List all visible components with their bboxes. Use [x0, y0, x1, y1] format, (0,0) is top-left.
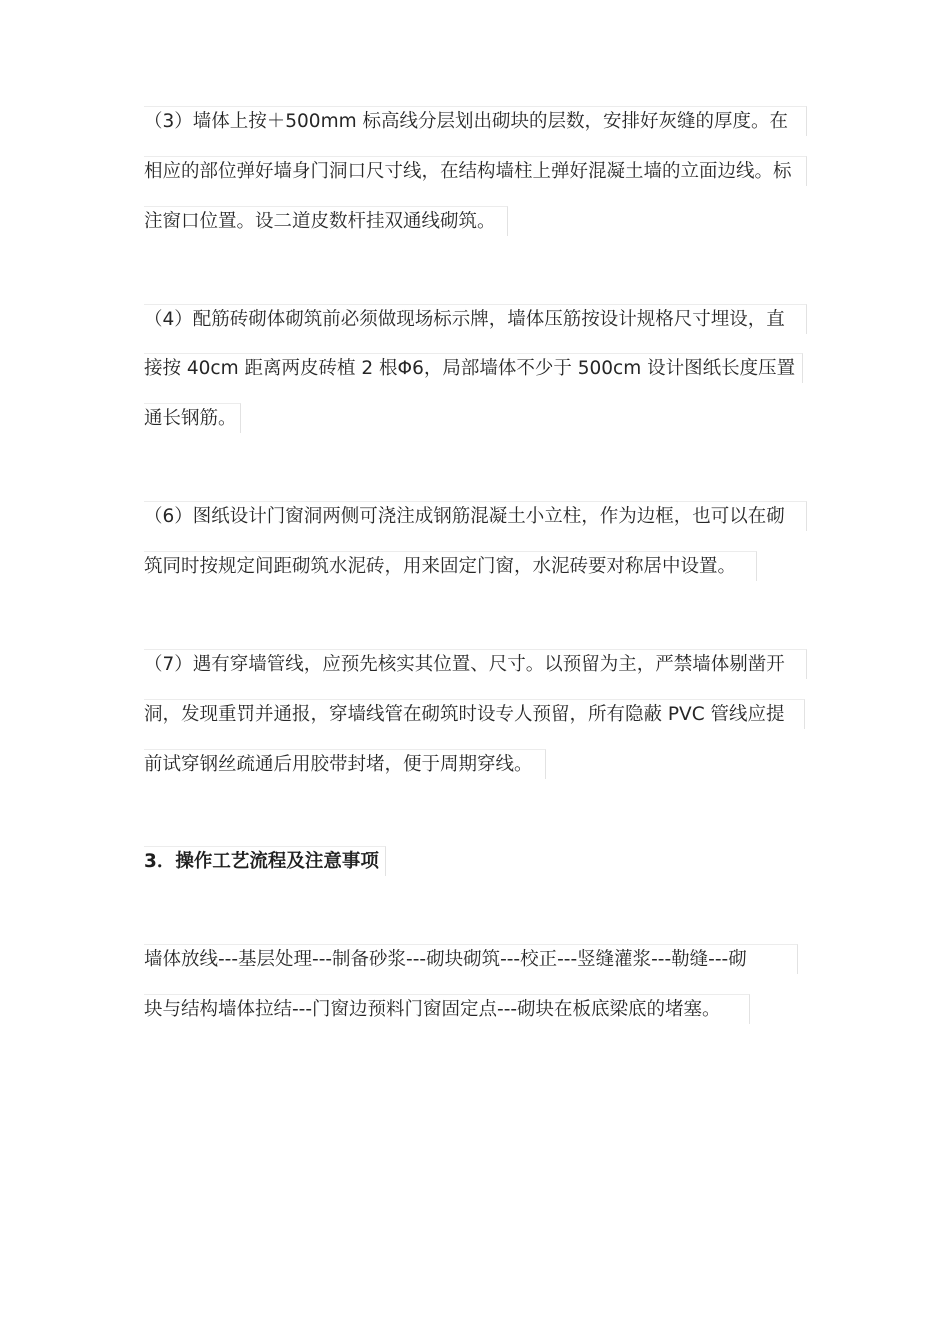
paragraph-3-line-1: （3）墙体上按＋500mm 标高线分层划出砌块的层数，安排好灰缝的厚度。在 [144, 106, 807, 136]
paragraph-6-line-1: （6）图纸设计门窗洞两侧可浇注成钢筋混凝土小立柱，作为边框，也可以在砌 [144, 501, 807, 531]
paragraph-4-line-1: （4）配筋砖砌体砌筑前必须做现场标示牌，墙体压筋按设计规格尺寸埋设，直 [144, 304, 807, 334]
paragraph-7-line-3: 前试穿钢丝疏通后用胶带封堵，便于周期穿线。 [144, 749, 546, 779]
paragraph-7-line-2: 洞，发现重罚并通报，穿墙线管在砌筑时设专人预留，所有隐蔽 PVC 管线应提 [144, 699, 805, 729]
paragraph-4-line-3: 通长钢筋。 [144, 403, 241, 433]
process-line-1: 墙体放线---基层处理---制备砂浆---砌块砌筑---校正---竖缝灌浆---勒缝---砌 [144, 944, 798, 974]
paragraph-7-line-1: （7）遇有穿墙管线，应预先核实其位置、尺寸。以预留为主，严禁墙体剔凿开 [144, 649, 807, 679]
paragraph-6-line-2: 筑同时按规定间距砌筑水泥砖，用来固定门窗，水泥砖要对称居中设置。 [144, 551, 757, 581]
process-line-2: 块与结构墙体拉结---门窗边预料门窗固定点---砌块在板底梁底的堵塞。 [144, 994, 750, 1024]
paragraph-3-line-3: 注窗口位置。设二道皮数杆挂双通线砌筑。 [144, 206, 508, 236]
paragraph-4-line-2: 接按 40cm 距离两皮砖植 2 根Φ6，局部墙体不少于 500cm 设计图纸长度压置 [144, 353, 803, 383]
paragraph-3-line-2: 相应的部位弹好墙身门洞口尺寸线，在结构墙柱上弹好混凝土墙的立面边线。标 [144, 156, 807, 186]
section-heading: 3．操作工艺流程及注意事项 [144, 846, 386, 876]
